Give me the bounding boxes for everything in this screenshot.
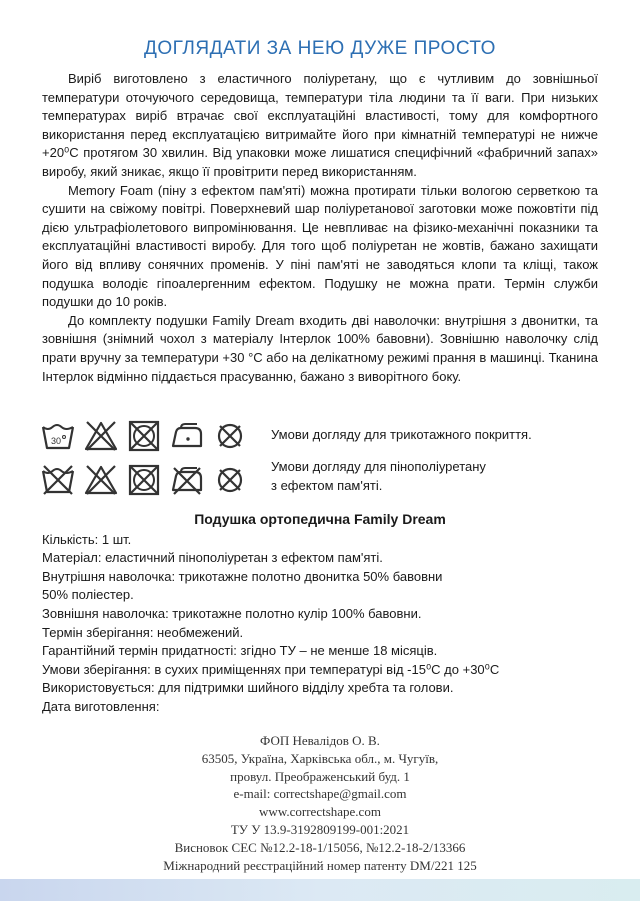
care-text-foam [271,457,486,495]
maker-line: ФОП Невалідов О. В. [260,733,380,748]
no-tumble-dry-icon [126,462,162,498]
care-symbols-row-foam [40,460,248,500]
care-text-foam-line2: з ефектом пам'яті. [271,478,383,493]
no-bleach-icon [83,418,119,454]
maker-line: 63505, Україна, Харківська обл., м. Чугуїв, [201,750,439,766]
product-line: Внутрішня наволочка: трикотажне полотно двонитка 50% бавовни [42,568,443,584]
care-instructions-text [42,70,598,386]
no-tumble-dry-icon [126,418,162,454]
care-text-foam-line1: Умови догляду для пінополіуретану [271,459,486,474]
product-line: Умови зберігання: в сухих приміщеннях при температурі від -15⁰С до +30⁰С [42,661,500,677]
no-wash-icon [40,462,76,498]
paragraph-1: Виріб виготовлено з еластичного поліуретану, що є чутливим до зовнішньої температури оточуючого середовища, температури тіла людини та її ваги. При низьких температурах виріб втрачає свої експлуатаційні властивості, тому для комфортного використання перед експлуатацією витримайте його при кімнатній температурі не нижче +20⁰С протягом 30 хвилин. Від упаковки може лишатися специфічний «фабричний запах» виробу, який зникає, якщо її провітрити перед використанням. [42,71,598,179]
no-iron-icon [169,462,205,498]
paragraph-2: Memory Foam (піну з ефектом пам'яті) можна протирати тільки вологою серветкою та сушити на свіжому повітрі. Поверхневий шар поліуретанової заготовки може пожовтіти під дією ультрафіолетового випромінювання. Це невпливає на фізико-механічні показники та експлуатаційні властивості виробу. Для того щоб поліуретан не жовтів, бажано захищати його від впливу сонячних променів. У піні пам'яті не заводяться клопи та кліщі, також подушка володіє гіпоалергенним ефектом. Подушку не можна прати. Термін служби подушки до 10 років. [42,182,598,310]
product-line: Дата виготовлення: [42,698,160,714]
wash-temp-label: 30 [50,436,62,446]
product-line: Гарантійний термін придатності: згідно ТУ – не менше 18 місяців. [42,643,438,659]
iron-low-icon [169,418,205,454]
no-dry-clean-icon [212,462,248,498]
maker-line: провул. Преображенський буд. 1 [230,768,410,784]
paragraph-3: До комплекту подушки Family Dream входить дві наволочки: внутрішня з двонитки, та зовнішня (знімний чохол з матеріалу Інтерлок 100% бавовни). Зовнішню наволочку слід прати вручну за температури +30 °С або на делікатному режимі прання в машинці. Тканина Інтерлок відмінно піддається прасуванню, бажано з виворітного боку. [42,312,598,384]
care-text-knit: Умови догляду для трикотажного покриття. [271,427,532,442]
no-bleach-icon [83,462,119,498]
no-dry-clean-icon [212,418,248,454]
manufacturer-info [0,732,640,874]
bottom-decorative-band [0,879,640,901]
product-line: Кількість: 1 шт. [42,531,132,547]
wash-30-icon [40,418,76,454]
care-symbols-row-knit [40,416,248,456]
page-title: ДОГЛЯДАТИ ЗА НЕЮ ДУЖЕ ПРОСТО [144,38,496,59]
maker-line: Міжнародний реєстраційний номер патенту DM/221 125 [163,857,477,873]
maker-line: Висновок СЕС №12.2-18-1/15056, №12.2-18-2/13366 [174,839,466,855]
maker-email: e-mail: correctshape@gmail.com [233,786,407,802]
product-info [42,510,598,717]
product-heading: Подушка ортопедична Family Dream [194,511,446,527]
product-line: Термін зберігання: необмежений. [42,624,244,640]
product-line: 50% поліестер. [42,587,134,603]
product-line: Зовнішня наволочка: трикотажне полотно кулір 100% бавовни. [42,605,422,621]
product-line: Матеріал: еластичний пінополіуретан з ефектом пам'яті. [42,550,383,566]
maker-line: ТУ У 13.9-3192809199-001:2021 [230,821,410,837]
product-line: Використовується: для підтримки шийного відділу хребта та голови. [42,680,454,696]
maker-website: www.correctshape.com [259,804,381,820]
